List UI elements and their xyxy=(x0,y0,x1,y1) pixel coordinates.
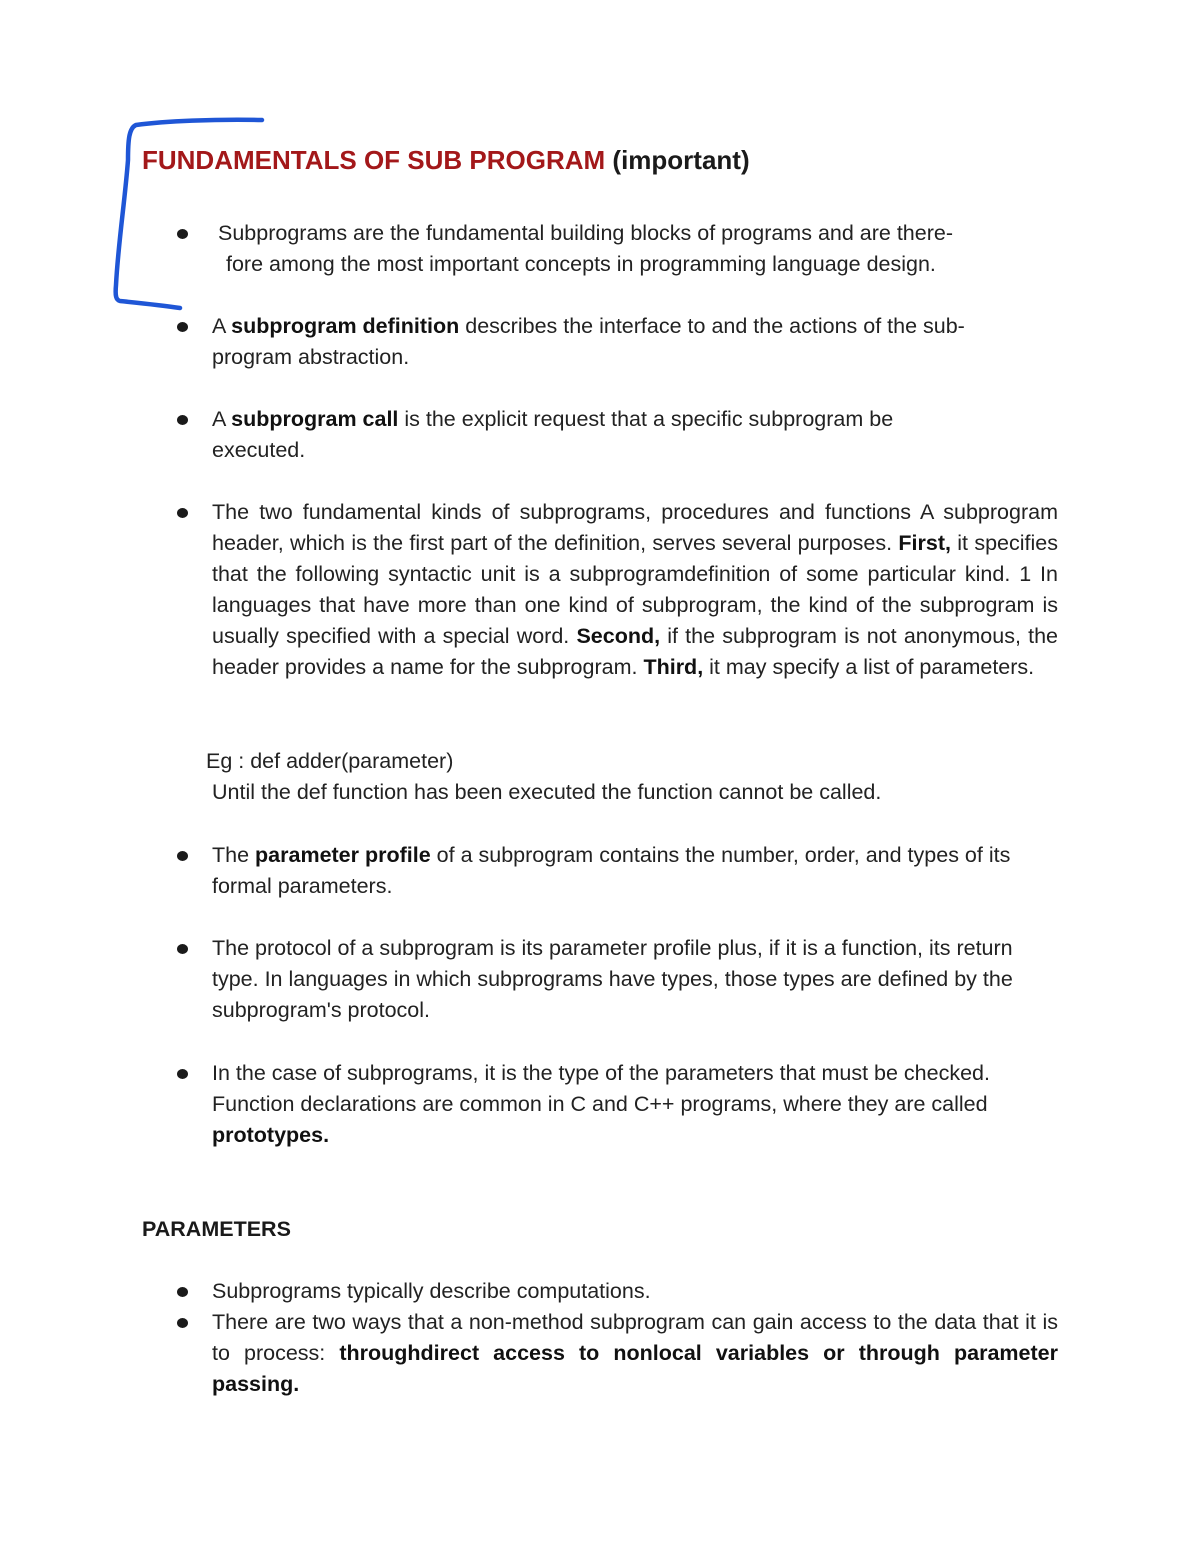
list-item xyxy=(218,218,1058,280)
list-item xyxy=(212,933,1027,1026)
section-heading-parameters: PARAMETERS xyxy=(142,1217,291,1241)
title-note: (important) xyxy=(612,145,750,175)
list-item-text: There are two ways that a non-method subprogram can gain access to the data that it is to process: xyxy=(212,1310,1058,1365)
list-item xyxy=(212,840,1058,902)
bullet-dot-icon xyxy=(177,322,188,332)
list-item-bold: Third, xyxy=(643,655,704,679)
bullet-dot-icon xyxy=(177,415,188,425)
list-item xyxy=(212,404,972,466)
bullet-dot-icon xyxy=(177,1069,188,1079)
list-item-text: it may specify a list of parameters. xyxy=(703,655,1035,679)
list-item xyxy=(212,311,1042,373)
bullet-dot-icon xyxy=(177,229,188,239)
bullet-dot-icon xyxy=(177,1318,188,1328)
list-item-bold: subprogram call xyxy=(231,407,399,431)
list-item-line: Subprograms are the fundamental building blocks of programs and are there- xyxy=(218,221,953,245)
title-main: FUNDAMENTALS OF SUB PROGRAM xyxy=(142,145,606,175)
list-item xyxy=(212,497,1058,683)
list-item-text: of a subprogram contains the number, order, and types of its formal parameters. xyxy=(212,843,1011,898)
example-note: Until the def function has been executed the function cannot be called. xyxy=(212,780,882,804)
list-item-text: In the case of subprograms, it is the type of the parameters that must be checked. Function declarations are common in C and C++ programs, where they are called xyxy=(212,1061,990,1116)
list-item-text: is the explicit request that a specific subprogram be executed. xyxy=(212,407,894,462)
list-item xyxy=(212,1307,1058,1400)
bullet-dot-icon xyxy=(177,508,188,518)
list-item-text: A xyxy=(212,314,232,338)
list-item xyxy=(212,1058,1057,1151)
list-item-line: fore among the most important concepts in programming language design. xyxy=(226,252,936,276)
list-item-bold: subprogram definition xyxy=(231,314,460,338)
list-item-bold: First, xyxy=(898,531,951,555)
list-item-bold: prototypes. xyxy=(212,1123,330,1147)
list-item-text: The two fundamental kinds of subprograms, procedures and functions A subprogram header, which is the first part of the definition, serves several purposes. xyxy=(212,500,1058,555)
list-item-bold: parameter profile xyxy=(255,843,431,867)
list-item-text: The protocol of a subprogram is its parameter profile plus, if it is a function, its return type. In languages in which subprograms have types, those types are defined by the subprogram's protocol. xyxy=(212,936,1013,1022)
page-title xyxy=(142,142,750,178)
list-item-text: describes the interface to and the actions of the sub- program abstraction. xyxy=(212,314,965,369)
list-item-bold: Second, xyxy=(576,624,661,648)
bullet-dot-icon xyxy=(177,1287,188,1297)
list-item xyxy=(212,1276,1058,1307)
list-item-text: A xyxy=(212,407,232,431)
list-item-text: it specifies that the following syntactic unit is a subprogramdefinition of some particular kind. 1 In languages that have more than one kind of subprogram, the kind of the subprogram is usually specified with a special word. xyxy=(212,531,1058,648)
list-item-text: The xyxy=(212,843,256,867)
example-code-line: Eg : def adder(parameter) xyxy=(206,749,454,773)
list-item-text: if the subprogram is not anonymous, the header provides a name for the subprogram. xyxy=(212,624,1058,679)
list-item-bold: throughdirect access to nonlocal variables or through parameter passing. xyxy=(212,1341,1058,1396)
bullet-dot-icon xyxy=(177,851,188,861)
bullet-dot-icon xyxy=(177,944,188,954)
list-item-text: Subprograms typically describe computations. xyxy=(212,1279,651,1303)
